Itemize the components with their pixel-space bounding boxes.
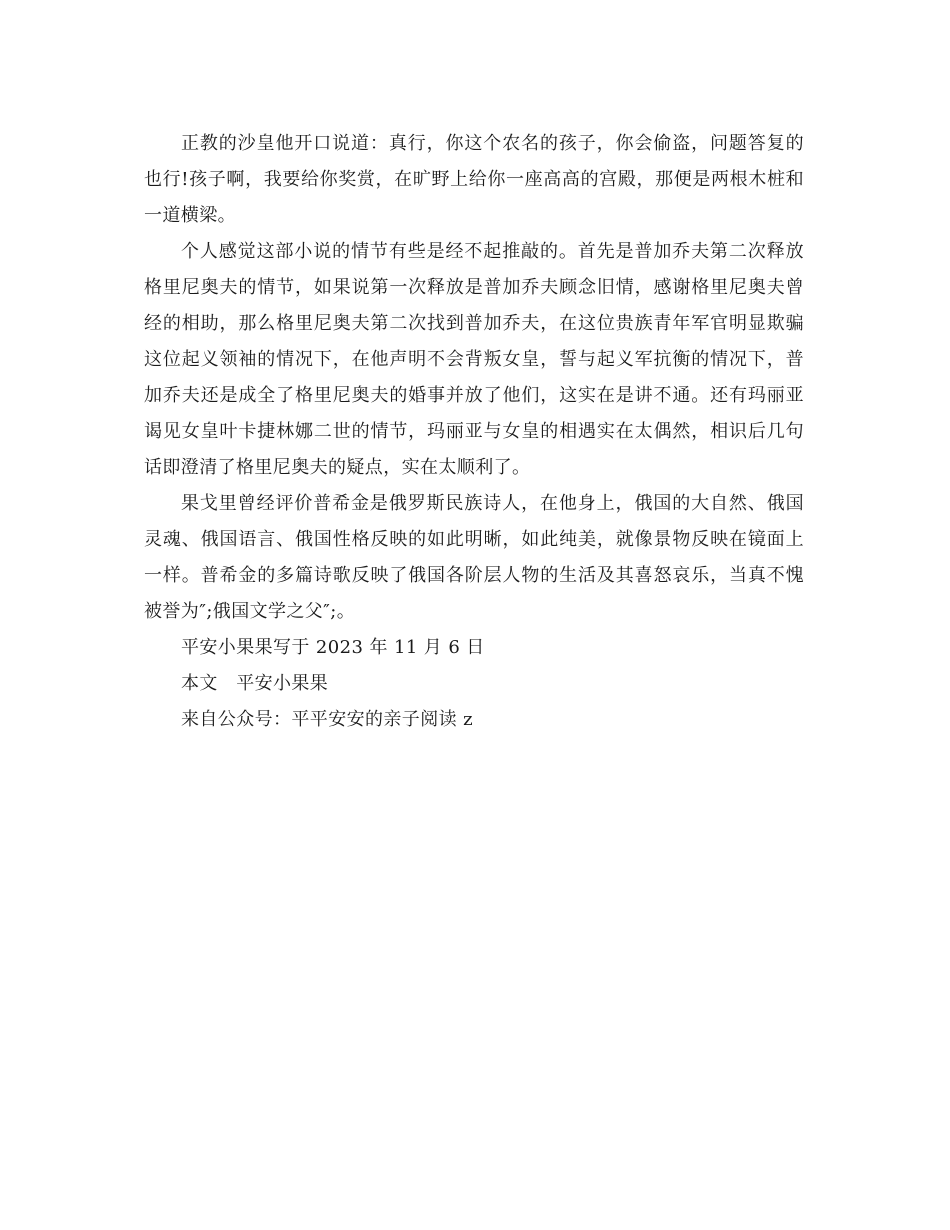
- document-body: [144, 126, 804, 738]
- paragraph-gogol-evaluation: 果戈里曾经评价普希金是俄罗斯民族诗人，在他身上，俄国的大自然、俄国灵魂、俄国语言、俄国性格反映的如此明晰，如此纯美，就像景物反映在镜面上一样。普希金的多篇诗歌反映了俄国各阶层人物的生活及其喜怒哀乐，当真不愧被誉为″;俄国文学之父″;。: [144, 493, 804, 622]
- source-line: 来自公众号：平平安安的亲子阅读 z: [181, 709, 474, 730]
- paragraph-plot-critique: 个人感觉这部小说的情节有些是经不起推敲的。首先是普加乔夫第二次释放格里尼奥夫的情节，如果说第一次释放是普加乔夫顾念旧情，感谢格里尼奥夫曾经的相助，那么格里尼奥夫第二次找到普加乔夫，在这位贵族青年军官明显欺骗这位起义领袖的情况下，在他声明不会背叛女皇，誓与起义军抗衡的情况下，普加乔夫还是成全了格里尼奥夫的婚事并放了他们，这实在是讲不通。还有玛丽亚谒见女皇叶卡捷林娜二世的情节，玛丽亚与女皇的相遇实在太偶然，相识后几句话即澄清了格里尼奥夫的疑点，实在太顺利了。: [144, 241, 804, 478]
- paragraph-tsar-speech: 正教的沙皇他开口说道：真行，你这个农名的孩子，你会偷盗，问题答复的也行!孩子啊，我要给你奖赏，在旷野上给你一座高高的宫殿，那便是两根木桩和一道横梁。: [144, 133, 804, 226]
- credit-line: 本文 平安小果果: [181, 673, 329, 694]
- signature-line: 平安小果果写于 2023 年 11 月 6 日: [181, 637, 485, 658]
